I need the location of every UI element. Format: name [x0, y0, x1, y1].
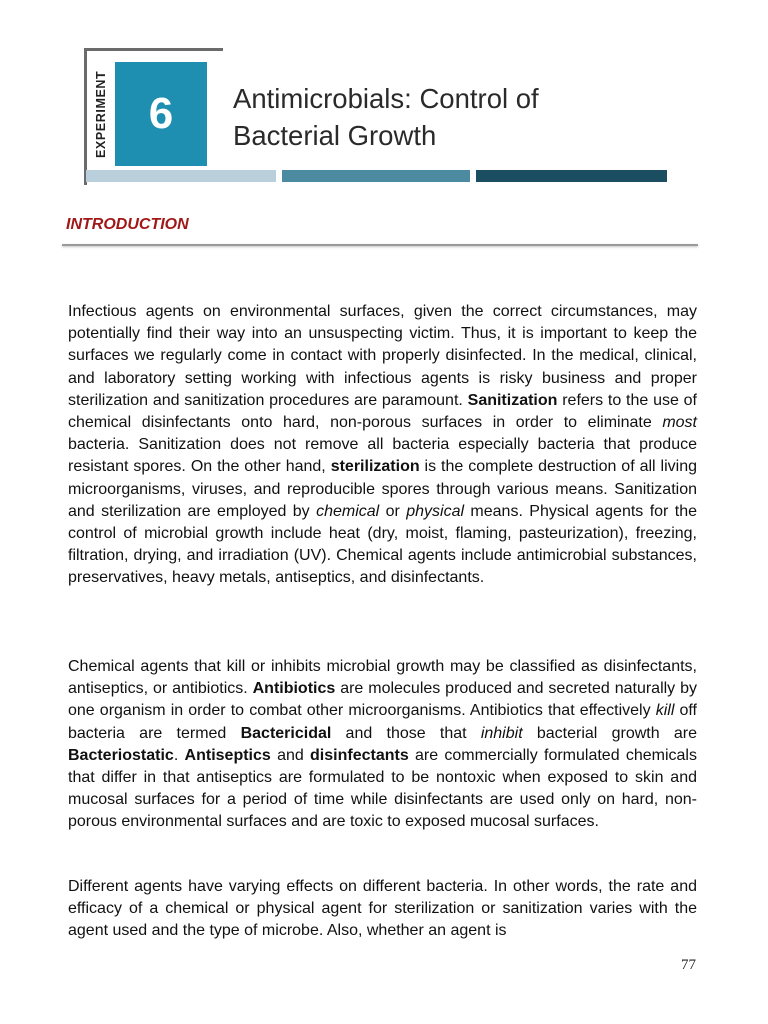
- experiment-number: 6: [148, 89, 174, 138]
- text-run: is the complete destruction of all living microorganisms, viruses, and reproducible spores through various means. Sanitization and sterilization are employed by: [68, 458, 698, 520]
- text-run: are molecules produced and secreted naturally by one organism in order to combat other microorganisms. Antibiotics that effectively: [68, 680, 697, 720]
- term-bactericidal: Bactericidal: [240, 724, 332, 742]
- term-antibiotics: Antibiotics: [252, 680, 336, 698]
- term-sanitization: Sanitization: [467, 391, 558, 409]
- term-sterilization: sterilization: [330, 458, 420, 476]
- text-run: .: [173, 746, 185, 764]
- emphasis-chemical: chemical: [316, 502, 380, 520]
- emphasis-kill: kill: [655, 702, 675, 720]
- text-run: Chemical agents that kill or inhibits microbial growth may be classified as disinfectants, antiseptics, or antibiotics.: [68, 658, 697, 698]
- text-run: bacterial growth are: [522, 724, 698, 742]
- text-run: refers to the use of chemical disinfectants onto hard, non-porous surfaces in order to eliminate: [68, 391, 697, 432]
- text-run: and those that: [331, 724, 481, 742]
- term-antiseptics: Antiseptics: [184, 746, 271, 764]
- experiment-label: EXPERIMENT: [94, 70, 108, 158]
- color-bar-medium: [282, 170, 470, 182]
- text-run: bacteria. Sanitization does not remove all bacteria especially bacteria that produce resistant spores. On the other hand,: [68, 436, 697, 476]
- experiment-number-box: [115, 62, 207, 166]
- page-title: [233, 80, 693, 154]
- text-run: Infectious agents on environmental surfaces, given the correct circumstances, may potentially find their way into an unsuspecting victim. Thus, it is important to keep the surfaces we regularly come in contact with properly disinfected. In the medical, clinical, and laboratory setting working with infectious agents is risky business and proper sterilization and sanitization procedures are paramount.: [68, 303, 697, 409]
- paragraph-1: [68, 301, 697, 590]
- title-line-2: Bacterial Growth: [233, 120, 437, 151]
- page-number: 77: [681, 957, 696, 973]
- section-divider: [62, 244, 698, 246]
- emphasis-inhibit: inhibit: [480, 724, 523, 742]
- color-bar-dark: [476, 170, 667, 182]
- text-run: are commercially formulated chemicals that differ in that antiseptics are formulated to be nontoxic when exposed to skin and mucosal surfaces for a period of time while disinfectants are used only on hard, non-porous environmental surfaces and are toxic to exposed mucosal surfaces.: [68, 746, 697, 831]
- text-run: or: [379, 502, 407, 520]
- text-run: off bacteria are termed: [68, 702, 697, 742]
- emphasis-physical: physical: [406, 502, 465, 520]
- emphasis-most: most: [662, 414, 697, 432]
- paragraph-2: [68, 656, 697, 834]
- color-bar-light: [86, 170, 276, 182]
- term-disinfectants: disinfectants: [310, 746, 409, 764]
- paragraph-3: [68, 876, 697, 943]
- text-run: Different agents have varying effects on different bacteria. In other words, the rate and efficacy of a chemical or physical agent for sterilization or sanitization varies with the agent used and the type of microbe. Also, whether an agent is: [68, 878, 697, 940]
- text-run: means. Physical agents for the control of microbial growth include heat (dry, moist, flaming, pasteurization), freezing, filtration, drying, and irradiation (UV). Chemical agents include antimicrobial substances, preservatives, heavy metals, antiseptics, and disinfectants.: [68, 502, 697, 587]
- text-run: and: [270, 746, 311, 764]
- header-color-bars: [86, 170, 667, 182]
- term-bacteriostatic: Bacteriostatic: [68, 746, 174, 764]
- section-heading: INTRODUCTION: [66, 216, 189, 233]
- title-line-1: Antimicrobials: Control of: [233, 83, 539, 114]
